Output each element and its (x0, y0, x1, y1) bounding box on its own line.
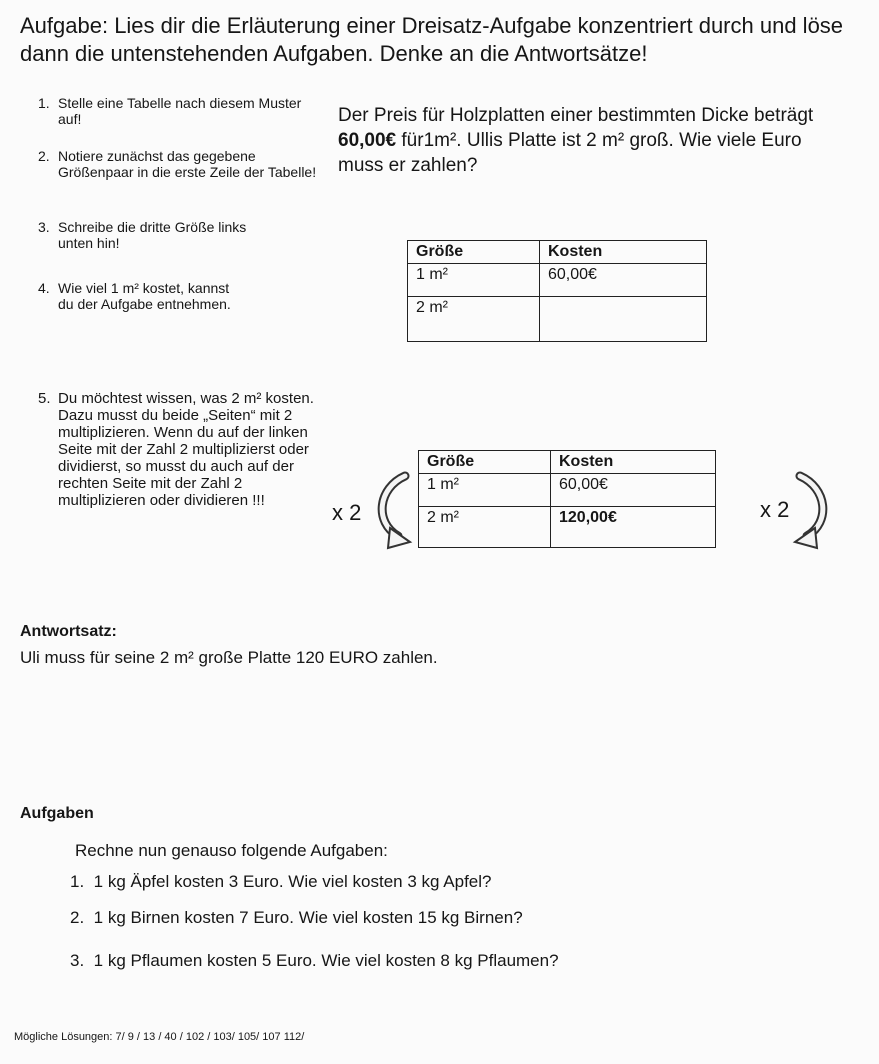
curved-arrow-down-left-icon (370, 470, 415, 550)
task-item: 2. 1 kg Birnen kosten 7 Euro. Wie viel kosten 15 kg Birnen? (70, 908, 523, 927)
instruction-steps (38, 95, 328, 575)
answer-sentence: Uli muss für seine 2 m² große Platte 120 EURO zahlen. (20, 648, 438, 667)
proportion-table-solved (418, 450, 716, 548)
instruction-step: 4. Wie viel 1 m² kostet, kannst du der Aufgabe entnehmen. (38, 280, 231, 312)
instruction-step: 5. Du möchtest wissen, was 2 m² kosten. Dazu musst du beide „Seiten“ mit 2 multiplizieren. Wenn du auf der linken Seite mit der Zahl 2 multiplizierst oder dividierst, so musst du auch auf der rechten Seite mit der Zahl 2 multiplizieren oder dividieren !!! (38, 390, 314, 509)
table-cell: 2 m² (419, 507, 551, 548)
table-cell (540, 297, 707, 342)
table-cell: 2 m² (408, 297, 540, 342)
table-cell: 60,00€ (540, 264, 707, 297)
worksheet-title: Aufgabe: Lies dir die Erläuterung einer Dreisatz-Aufgabe konzentriert durch und löse dann die untenstehenden Aufgaben. Denke an die Antwortsätze! (20, 13, 844, 66)
column-header: Kosten (551, 451, 716, 474)
multiplier-left: x 2 (332, 500, 362, 525)
column-header: Größe (419, 451, 551, 474)
table-cell: 60,00€ (551, 474, 716, 507)
possible-solutions: Mögliche Lösungen: 7/ 9 / 13 / 40 / 102 / 103/ 105/ 107 112/ (14, 1031, 305, 1043)
table-cell: 120,00€ (551, 507, 716, 548)
answer-label: Antwortsatz: (20, 623, 117, 640)
curved-arrow-down-right-icon (790, 470, 835, 550)
instruction-step: 3. Schreibe die dritte Größe links unten hin! (38, 219, 247, 251)
column-header: Kosten (540, 241, 707, 264)
task-item: 1. 1 kg Äpfel kosten 3 Euro. Wie viel kosten 3 kg Apfel? (70, 872, 492, 891)
instruction-step: 1. Stelle eine Tabelle nach diesem Muster auf! (38, 95, 302, 127)
instruction-step: 2. Notiere zunächst das gegebene Größenpaar in die erste Zeile der Tabelle! (38, 148, 317, 180)
tasks-intro: Rechne nun genauso folgende Aufgaben: (75, 841, 388, 860)
table-cell: 1 m² (419, 474, 551, 507)
problem-statement: Der Preis für Holzplatten einer bestimmten Dicke beträgt 60,00€ für1m². Ullis Platte ist 2 m² groß. Wie viele Euro muss er zahlen? (338, 105, 814, 176)
proportion-table-empty (407, 240, 707, 342)
tasks-heading: Aufgaben (20, 805, 94, 822)
multiplier-right: x 2 (760, 497, 790, 522)
column-header: Größe (408, 241, 540, 264)
table-cell: 1 m² (408, 264, 540, 297)
price-value: 60,00€ (338, 130, 397, 151)
task-item: 3. 1 kg Pflaumen kosten 5 Euro. Wie viel kosten 8 kg Pflaumen? (70, 951, 559, 970)
